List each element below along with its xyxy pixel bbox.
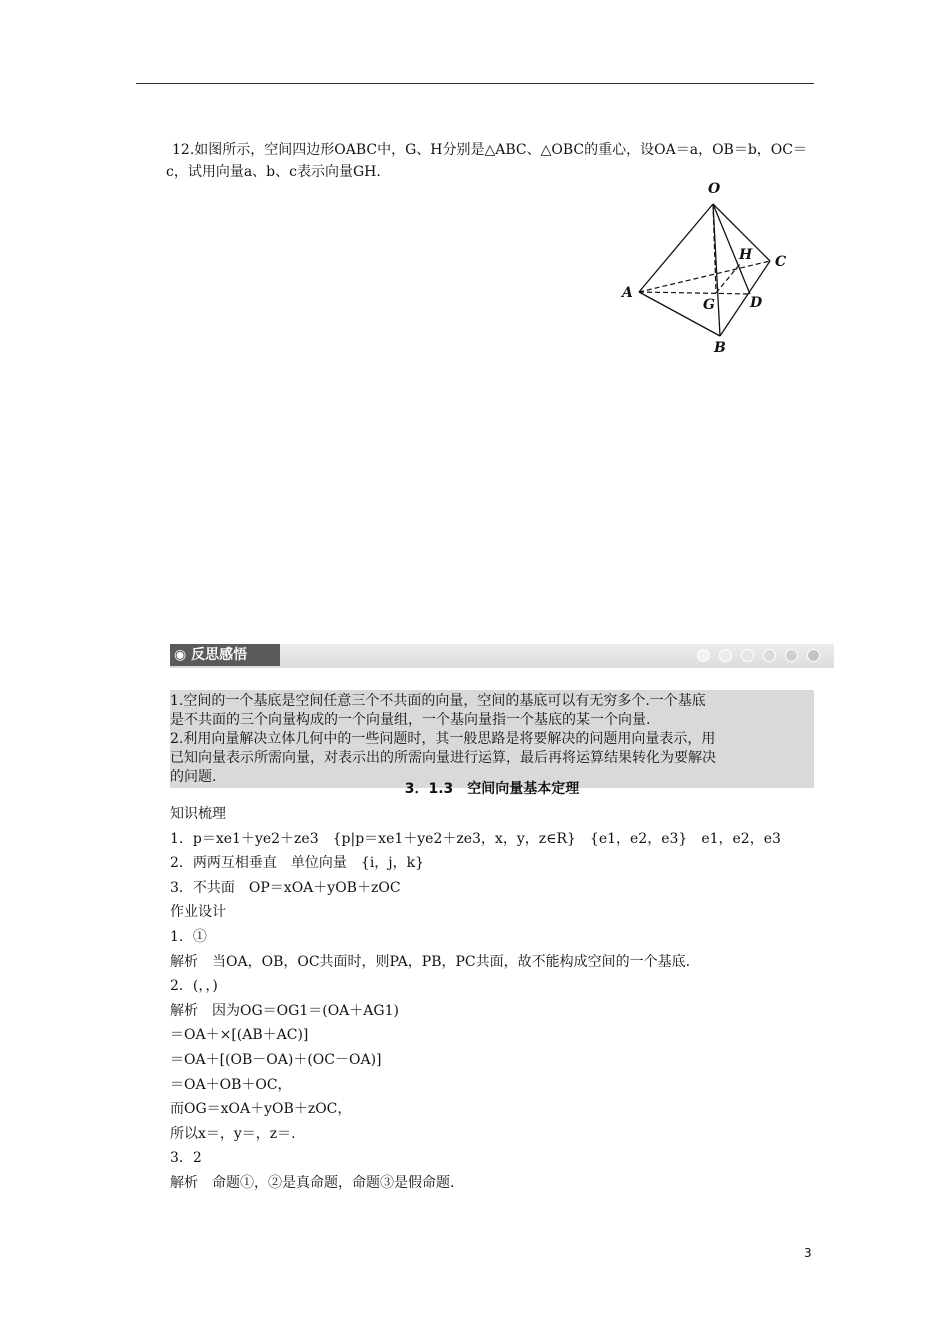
- reflection-banner: [170, 644, 834, 668]
- label-G: G: [703, 297, 715, 313]
- answer-line: 3．不共面 OP＝xOA＋yOB＋zOC: [170, 879, 401, 896]
- page-number: 3: [804, 1246, 812, 1260]
- reflection-box: [170, 690, 814, 788]
- answers-list: [170, 802, 814, 1196]
- answer-line: 解析 因为OG＝OG1＝(OA＋AG1): [170, 1002, 399, 1019]
- answer-line: ＝OA＋[(OB－OA)＋(OC－OA)]: [170, 1051, 382, 1068]
- answer-line: 所以x＝，y＝，z＝.: [170, 1125, 296, 1142]
- decor-dot: [697, 649, 710, 662]
- label-A: A: [622, 285, 633, 301]
- answer-line: ＝OA＋×[(AB＋AC)]: [170, 1027, 309, 1044]
- problem-line-2: c，试用向量a、b、c表示向量GH.: [166, 164, 381, 180]
- answer-line: 解析 命题①，②是真命题，命题③是假命题.: [170, 1174, 455, 1191]
- median-AD: [639, 292, 750, 294]
- decor-dot: [807, 649, 820, 662]
- decor-dot: [785, 649, 798, 662]
- answer-line: 知识梳理: [170, 806, 226, 822]
- banner-title: ◉ 反思感悟: [170, 644, 280, 666]
- decor-dot: [741, 649, 754, 662]
- label-H: H: [739, 247, 753, 263]
- reflection-line: 2.利用向量解决立体几何中的一些问题时，其一般思路是将要解决的问题用向量表示，用: [170, 731, 716, 747]
- label-B: B: [714, 340, 726, 356]
- answer-line: ＝OA＋OB＋OC，: [170, 1076, 292, 1093]
- edge-AC: [639, 261, 770, 292]
- answer-line: 2．两两互相垂直 单位向量 {i，j，k}: [170, 855, 425, 872]
- answer-line: 1．p＝xe1＋ye2＋ze3 {p|p＝xe1＋ye2＋ze3，x，y，z∈R} {e1，e2，e3} e1，e2，e3: [170, 830, 781, 847]
- edge-BC: [720, 261, 770, 336]
- answer-line: 2．(，，): [170, 978, 218, 995]
- answer-line: 作业设计: [170, 904, 226, 921]
- label-O: O: [708, 181, 721, 197]
- tetrahedron-figure: [612, 176, 800, 356]
- reflection-line: 是不共面的三个向量构成的一个向量组，一个基向量指一个基底的某一个向量.: [170, 712, 651, 728]
- reflection-line: 1.空间的一个基底是空间任意三个不共面的向量，空间的基底可以有无穷多个.一个基底: [170, 693, 706, 709]
- tetrahedron-diagram: [612, 176, 800, 356]
- section-title: 3．1.3 空间向量基本定理: [404, 781, 580, 797]
- label-C: C: [775, 254, 787, 270]
- reflection-line: 的问题.: [170, 769, 217, 785]
- decor-dot: [719, 649, 732, 662]
- banner-dots: [697, 649, 820, 662]
- decor-dot: [763, 649, 776, 662]
- problem-line-1: 12.如图所示，空间四边形OABC中，G、H分别是△ABC、△OBC的重心，设OA＝a，OB＝b，OC＝: [172, 142, 807, 158]
- answer-line: 3．2: [170, 1150, 202, 1167]
- reflection-line: 已知向量表示所需向量，对表示出的所需向量进行运算，最后再将运算结果转化为要解决: [170, 750, 716, 766]
- header-rule: [136, 83, 814, 84]
- edge-OA: [639, 204, 713, 292]
- answer-line: 而OG＝xOA＋yOB＋zOC，: [170, 1101, 352, 1118]
- answer-line: 解析 当OA，OB，OC共面时，则PA，PB，PC共面，故不能构成空间的一个基底.: [170, 953, 691, 970]
- label-D: D: [750, 295, 763, 311]
- answer-line: 1．①: [170, 928, 207, 945]
